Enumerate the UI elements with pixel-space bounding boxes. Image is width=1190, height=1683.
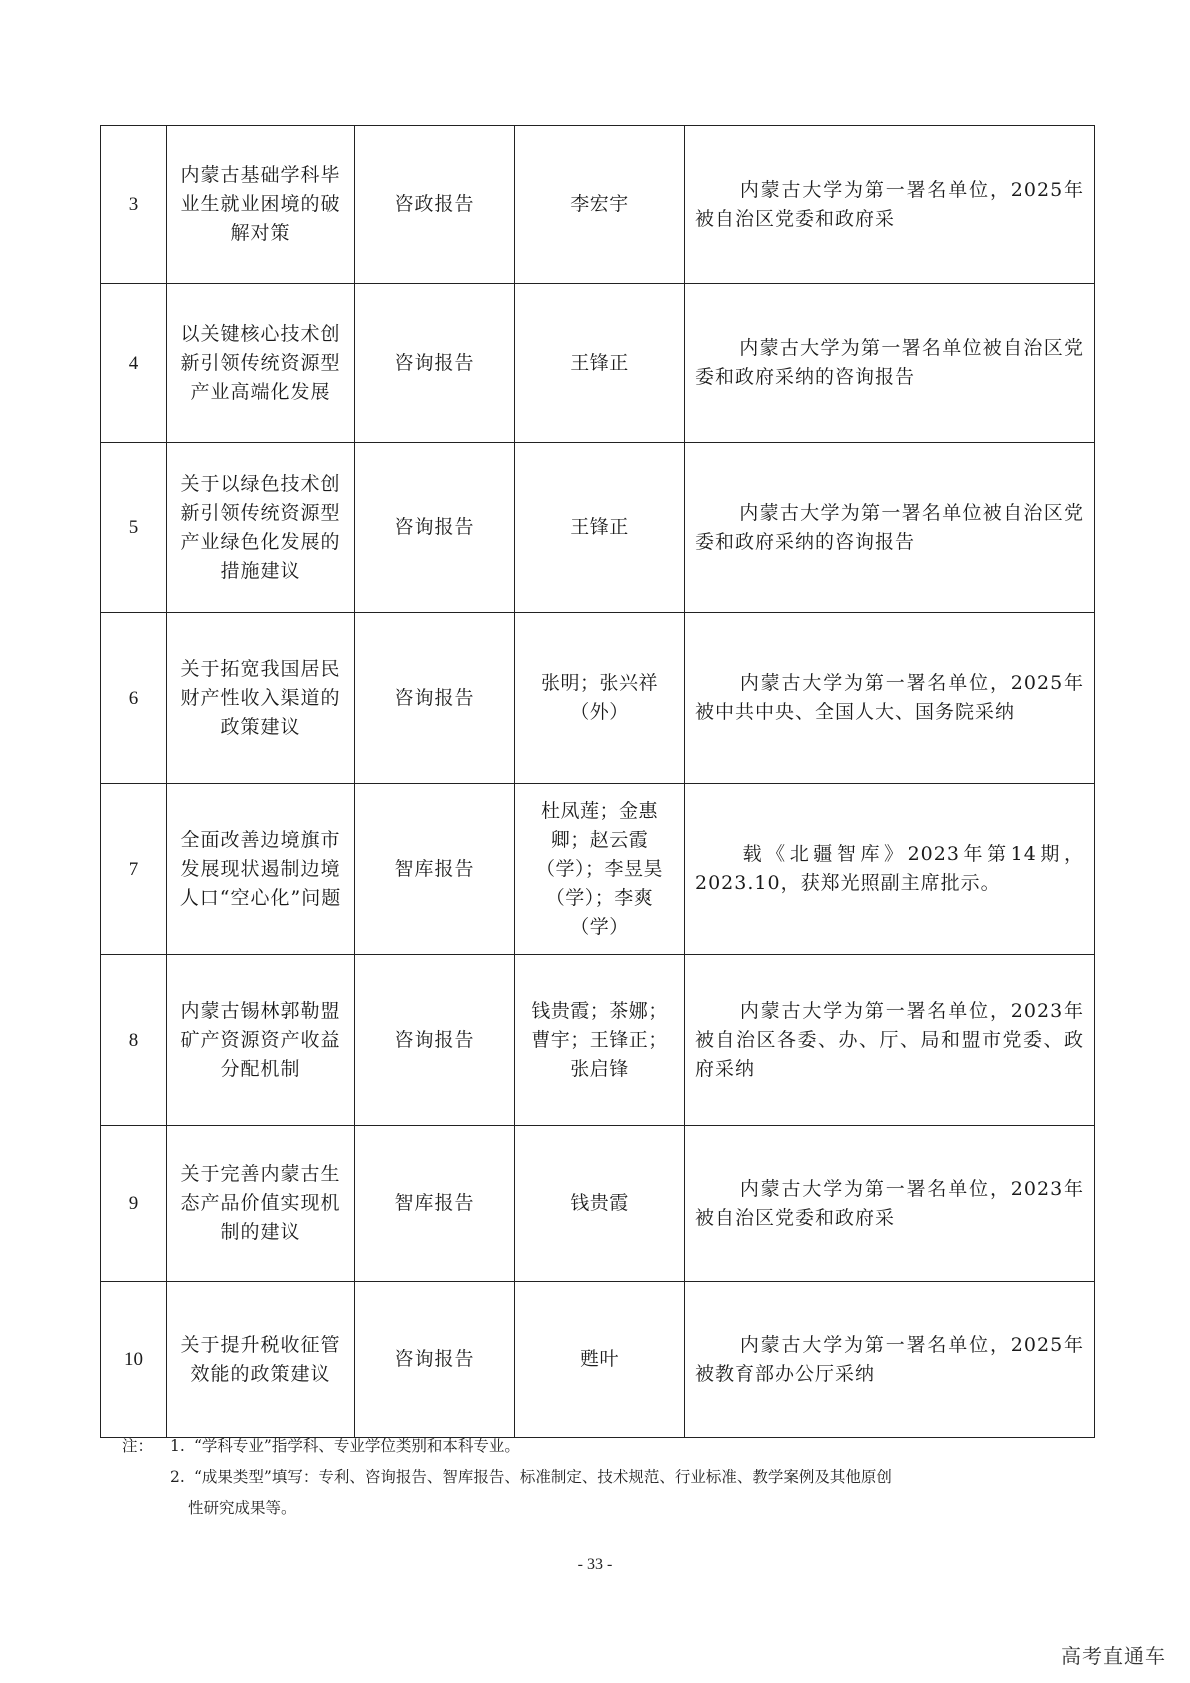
achievement-title: 全面改善边境旗市发展现状遏制边境人口“空心化”问题 [167,784,355,955]
achievement-title: 内蒙古锡林郭勒盟矿产资源资产收益分配机制 [167,955,355,1126]
table-footnotes [122,1431,1022,1524]
row-number: 3 [101,126,167,284]
achievement-type: 咨询报告 [355,284,515,443]
row-number: 8 [101,955,167,1126]
achievement-title: 关于完善内蒙古生态产品价值实现机制的建议 [167,1126,355,1282]
achievement-title: 关于提升税收征管效能的政策建议 [167,1282,355,1438]
achievement-note: 内蒙古大学为第一署名单位，2023年被自治区各委、办、厅、局和盟市党委、政府采纳 [685,955,1095,1126]
footnote-1 [122,1431,1022,1462]
footnote-2-continuation: 性研究成果等。 [188,1499,297,1517]
footnote-text: “成果类型”填写：专利、咨询报告、智库报告、标准制定、技术规范、行业标准、教学案例及其他原创 [194,1468,892,1486]
watermark-logo-text: 高考直通车 [1061,1644,1166,1668]
achievement-note: 内蒙古大学为第一署名单位，2025年被自治区党委和政府采 [685,126,1095,284]
row-number: 6 [101,613,167,784]
achievement-title: 关于以绿色技术创新引领传统资源型产业绿色化发展的措施建议 [167,443,355,613]
footnote-2 [122,1462,1022,1493]
achievement-note: 内蒙古大学为第一署名单位，2025年被中共中央、全国人大、国务院采纳 [685,613,1095,784]
achievement-type: 咨政报告 [355,126,515,284]
achievements-table [100,125,1095,1438]
achievement-title: 内蒙古基础学科毕业生就业困境的破解对策 [167,126,355,284]
table-row [101,1282,1095,1438]
row-number: 7 [101,784,167,955]
table-row [101,1126,1095,1282]
row-number: 10 [101,1282,167,1438]
achievement-authors: 甦叶 [515,1282,685,1438]
achievement-note: 内蒙古大学为第一署名单位，2025年被教育部办公厅采纳 [685,1282,1095,1438]
footnote-number: 1. [170,1437,185,1455]
achievement-note: 载《北疆智库》2023年第14期，2023.10，获郑光照副主席批示。 [685,784,1095,955]
achievement-type: 咨询报告 [355,443,515,613]
table-row [101,955,1095,1126]
table-row [101,443,1095,613]
table-row [101,784,1095,955]
achievement-authors: 李宏宇 [515,126,685,284]
achievement-authors: 钱贵霞 [515,1126,685,1282]
achievement-type: 咨询报告 [355,613,515,784]
footnote-text: “学科专业”指学科、专业学位类别和本科专业。 [194,1437,520,1455]
footnote-number: 2. [170,1468,185,1486]
table-row [101,613,1095,784]
achievement-note: 内蒙古大学为第一署名单位被自治区党委和政府采纳的咨询报告 [685,284,1095,443]
achievement-type: 智库报告 [355,1126,515,1282]
achievement-authors: 张明；张兴祥（外） [515,613,685,784]
footnote-label: 注： [122,1437,154,1455]
table-row [101,126,1095,284]
achievement-authors: 钱贵霞；茶娜；曹宇；王锋正；张启锋 [515,955,685,1126]
achievement-authors: 王锋正 [515,443,685,613]
row-number: 4 [101,284,167,443]
achievement-type: 智库报告 [355,784,515,955]
achievement-title: 以关键核心技术创新引领传统资源型产业高端化发展 [167,284,355,443]
achievement-authors: 杜凤莲；金惠卿；赵云霞（学）；李昱昊（学）；李爽（学） [515,784,685,955]
achievement-title: 关于拓宽我国居民财产性收入渠道的政策建议 [167,613,355,784]
achievement-type: 咨询报告 [355,1282,515,1438]
table-row [101,284,1095,443]
row-number: 5 [101,443,167,613]
achievement-authors: 王锋正 [515,284,685,443]
achievement-type: 咨询报告 [355,955,515,1126]
achievement-note: 内蒙古大学为第一署名单位被自治区党委和政府采纳的咨询报告 [685,443,1095,613]
row-number: 9 [101,1126,167,1282]
page-number: - 33 - [577,1556,613,1573]
achievement-note: 内蒙古大学为第一署名单位，2023年被自治区党委和政府采 [685,1126,1095,1282]
